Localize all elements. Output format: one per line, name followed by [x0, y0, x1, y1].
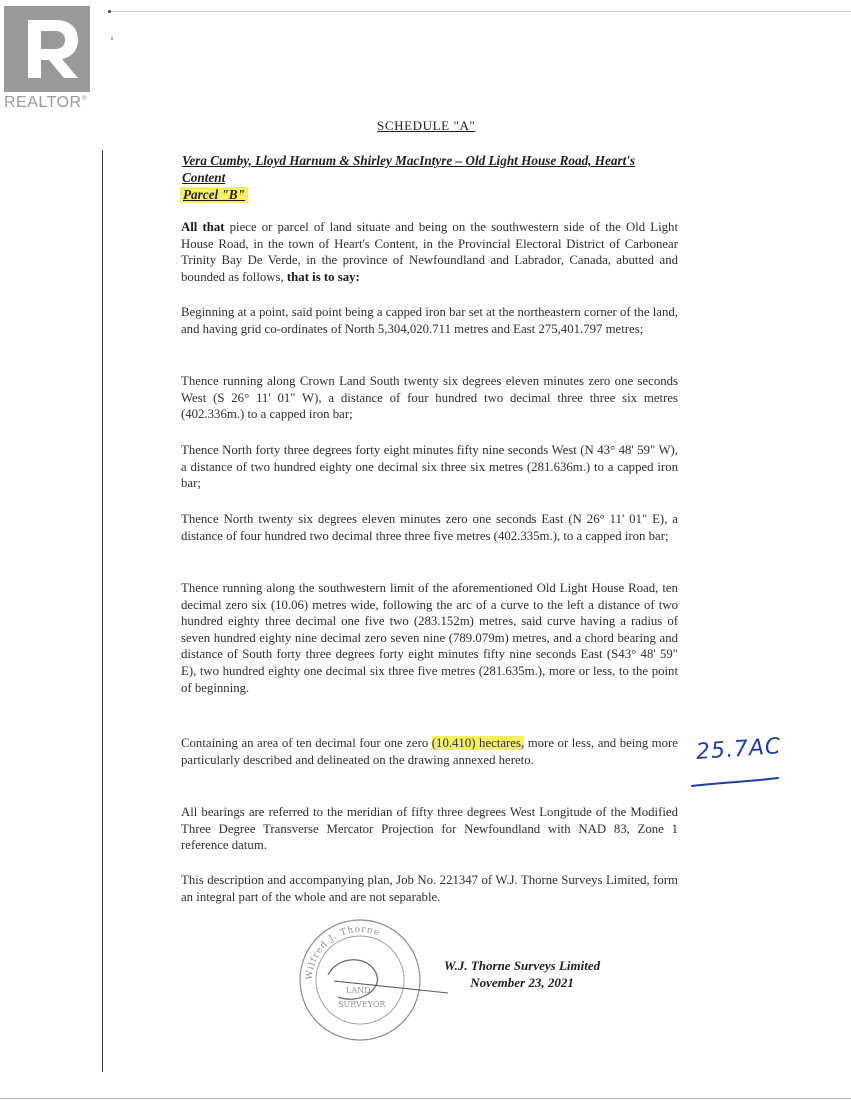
page-left-rule [102, 150, 103, 1072]
paragraph-course-4: Thence running along the southwestern limit of the aforementioned Old Light House Road, ten decimal zero six (10.06) metres wide, following the arc of a curve to the left a distance of two hundred eighty three decimal one five two (283.152m) metres, said curve having a radius of seven hundred eighty nine decimal zero seven nine (789.079m) metres, and a chord bearing and distance of South forty three degrees forty eight minutes fifty nine seconds East (S43° 48' 59" E), two hundred eighty one decimal six three five metres (281.635m.), more or less, to the point of beginning. [181, 581, 678, 695]
scan-speck [108, 10, 111, 13]
svg-text:LAND: LAND [346, 986, 371, 995]
page-top-rule [110, 11, 851, 12]
surveyor-seal-stamp [298, 915, 448, 1045]
realtor-r-logo-icon [4, 6, 90, 92]
para-lead: All that [181, 220, 225, 234]
parcel-label: Parcel "B" [180, 187, 248, 203]
heading-line-2: Content [182, 170, 226, 185]
handwritten-acreage-note: 25.7AC [695, 734, 783, 765]
heading-line-1: Vera Cumby, Lloyd Harnum & Shirley MacIntyre – Old Light House Road, Heart's [182, 153, 636, 168]
svg-text:Wilfred J. Thorne: Wilfred J. Thorne [304, 924, 382, 981]
paragraph-beginning: Beginning at a point, said point being a capped iron bar set at the northeastern corner of the land, and having grid co-ordinates of North 5,304,020.711 metres and East 275,401.797 metres; [181, 305, 678, 336]
area-text-after: more or less, and being more particularly described and delineated on the drawing annexed hereto. [181, 736, 678, 767]
property-heading [182, 152, 682, 186]
signature-company: W.J. Thorne Surveys Limited [444, 958, 601, 973]
page-bottom-rule [0, 1098, 851, 1099]
svg-text:SURVEYOR: SURVEYOR [338, 1000, 386, 1009]
para-body: piece or parcel of land situate and being on the southwestern side of the Old Light House Road, in the town of Heart's Content, in the Provincial Electoral District of Carbonear Trinity Bay De Verde, in the province of Newfoundland and Labrador, Canada, abutted and bounded as follows, [181, 220, 679, 284]
signature-block [444, 957, 600, 991]
paragraph-area [181, 735, 678, 768]
signature-date: November 23, 2021 [470, 975, 574, 990]
paragraph-bearings: All bearings are referred to the meridian of fifty three degrees West Longitude of the Modified Three Degree Transverse Mercator Projection for Newfoundland with NAD 83, Zone 1 reference datum. [181, 805, 678, 853]
area-highlight: (10.410) hectares, [431, 736, 525, 750]
paragraph-course-1: Thence running along Crown Land South twenty six degrees eleven minutes zero one seconds West (S 26° 11' 01" W), a distance of four hundred two decimal three three six metres (402.336m.) to a capped iron bar; [181, 374, 678, 422]
para-tail: that is to say: [286, 269, 360, 284]
area-text-before: Containing an area of ten decimal four one zero [181, 736, 432, 750]
handwritten-underline [690, 770, 785, 792]
realtor-watermark [4, 6, 96, 112]
paragraph-all-that [181, 219, 678, 285]
paragraph-course-2: Thence North forty three degrees forty eight minutes fifty nine seconds West (N 43° 48' 59" W), a distance of two hundred eighty one decimal six three six metres (281.636m.) to a capped iron bar; [181, 443, 678, 491]
scan-speck [111, 37, 113, 40]
realtor-wordmark: REALTOR® [4, 94, 88, 111]
paragraph-description: This description and accompanying plan, Job No. 221347 of W.J. Thorne Surveys Limited, form an integral part of the whole and are not separable. [181, 873, 678, 904]
paragraph-course-3: Thence North twenty six degrees eleven minutes zero one seconds East (N 26° 11' 01" E), a distance of four hundred two decimal three three five metres (402.335m.), to a capped iron bar; [181, 512, 678, 543]
schedule-title: SCHEDULE "A" [377, 118, 476, 133]
